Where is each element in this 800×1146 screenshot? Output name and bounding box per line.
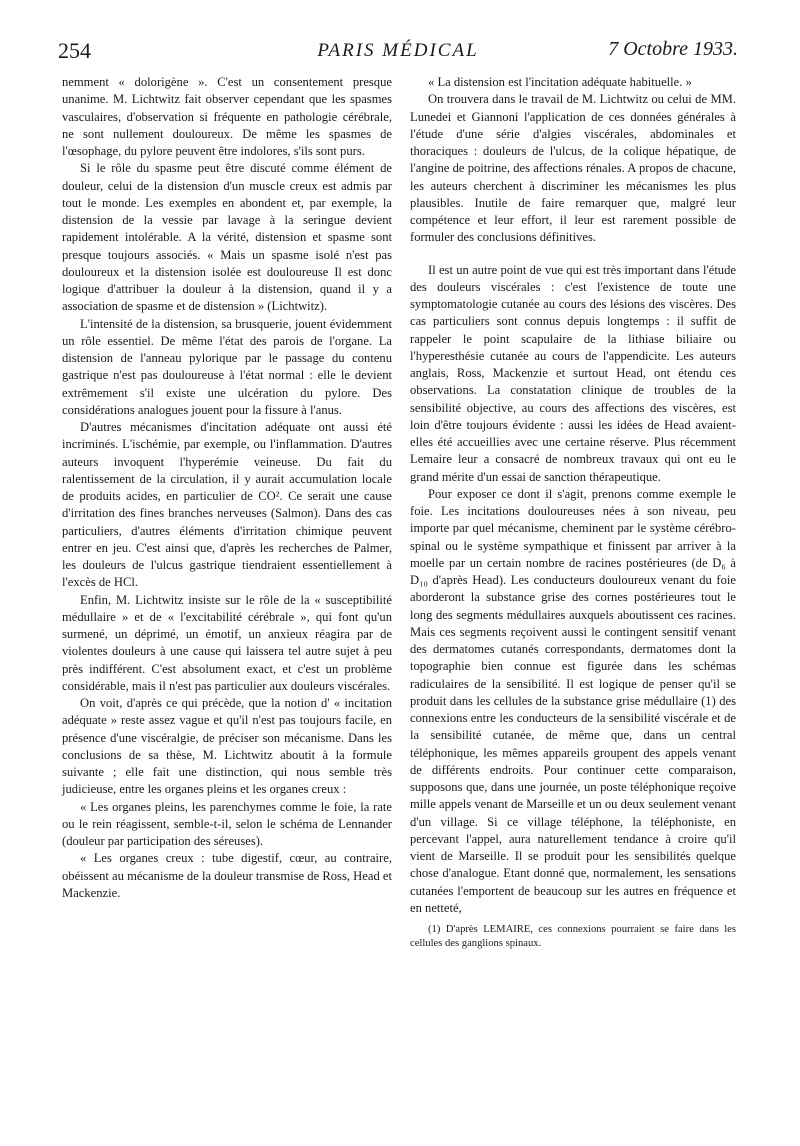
issue-date: 7 Octobre 1933. (608, 38, 738, 60)
paragraph: Pour exposer ce dont il s'agit, prenons comme exemple le foie. Les incitations douloureuses nées à son niveau, peu importe par quel mécanisme, cheminent par le système cérébro-spinal ou le système sympathique et finissent par arriver à la moelle par un certain nombre de racines postérieures (de D₆ à D₁₀ d'après Head). Les conducteurs douloureux venant du foie aborderont la substance grise des cornes postérieures tout le long des segments médullaires auxquels aboutissent ces racines. Mais ces segments reçoivent aussi le contingent sensitif venant des dermatomes cutanés correspondants, dermatomes dont la topographie bien connue est figurée dans les schémas radiculaires de la sensibilité. Il est logique de penser qu'il se produit dans les cellules de la substance grise médullaire (1) des connexions entre les conducteurs de la sensibilité viscérale et de la sensibilité cutanée, de même que, dans un central téléphonique, les mêmes appareils groupent des appels venant de différents endroits. Pour continuer cette comparaison, supposons que, dans une journée, un poste téléphonique reçoive mille appels venant de Marseille et un ou deux seulement venant d'un village. Si ce village téléphone, la téléphoniste, en percevant l'appel, aura naturellement tendance à croire qu'il vient de Marseille. Il se produit pour les sensibilités quelque chose d'analogue. Etant donné que, normalement, les sensations cutanées l'emportent de beaucoup sur les autres en fréquence et en netteté, (410, 486, 736, 915)
paragraph: Enfin, M. Lichtwitz insiste sur le rôle de la « susceptibilité médullaire » et de « l'excitabilité cérébrale », qui font qu'un surmené, un déprimé, un émotif, un anxieux réagira par de violentes douleurs à une cause qui laissera tel autre sujet à peu près indifférent. C'est absolument exact, et c'est un problème considérable, mais il n'est pas particulier aux douleurs viscérales. (62, 592, 392, 693)
paragraph: On voit, d'après ce qui précède, que la notion d' « incitation adéquate » reste assez vague et qu'il n'est pas toujours facile, en présence d'une viscéralgie, de préciser son mécanisme. Dans les conclusions de sa thèse, M. Lichtwitz aboutit à la formule suivante ; elle fait une distinction, qui nous semble très judicieuse, entre les organes pleins et les organes creux : (62, 696, 392, 797)
journal-title: PARIS MÉDICAL (317, 40, 479, 61)
quote-paragraph: « Les organes creux : tube digestif, cœur, au contraire, obéissent au mécanisme de la douleur transmise de Ross, Head et Mackenzie. (62, 851, 392, 900)
paragraph: Il est un autre point de vue qui est très important dans l'étude des douleurs viscérales : c'est l'existence de toute une symptomatologie cutanée au cours des lésions des viscères. Des cas particuliers sont connus depuis longtemps : il suffit de rappeler le point scapulaire de la lithiase biliaire ou l'hyperesthésie cutanée au cours de l'appendicite. Les auteurs anglais, Ross, Mackenzie et surtout Head, ont étendu ces observations. La constatation clinique de troubles de la sensibilité objective, au cours des affections des viscères, est loin d'être toujours évidente : aussi les idées de Head avaient-elles été accueillies avec une certaine réserve. Plus récemment Lemaire leur a consacré de nombreux travaux qui ont eu le grand mérite d'un essai de sanction thérapeutique. (410, 262, 736, 484)
page-header (58, 38, 738, 68)
paragraph: L'intensité de la distension, sa brusquerie, jouent évidemment un rôle essentiel. De même l'état des parois de l'organe. La distension de l'anneau pylorique par le passage du contenu gastrique n'est pas douloureuse à l'état normal : elle le devient extrêmement s'il existe une ulcération du pylore. Des considérations analogues jouent pour la fissure à l'anus. (62, 316, 392, 417)
left-column (62, 74, 392, 902)
footnote: (1) D'après LEMAIRE, ces connexions pourraient se faire dans les cellules des ganglions spinaux. (410, 924, 736, 949)
section-gap (410, 247, 736, 262)
paragraph: nemment « dolorigène ». C'est un consentement presque unanime. M. Lichtwitz fait observer cependant que les spasmes vasculaires, d'observation si fréquente en pathologie cérébrale, ne sont nullement douloureux. De même les spasmes de l'œsophage, du pylore peuvent être indolores, s'ils sont purs. (62, 75, 392, 158)
right-column (410, 74, 736, 951)
paragraph: On trouvera dans le travail de M. Lichtwitz ou celui de MM. Lunedei et Giannoni l'application de ces données générales à l'étude d'une série d'algies viscérales, abdominales et thoraciques : douleurs de l'ulcus, de la colique hépatique, de l'angine de poitrine, des affections rénales. A propos de chacune, les auteurs cherchent à discriminer les mécanismes les plus plausibles. Inutile de faire remarquer que, malgré leur compétence et leur effort, il leur est rarement possible de formuler des conclusions définitives. (410, 92, 736, 245)
quote-paragraph: « Les organes pleins, les parenchymes comme le foie, la rate ou le rein réagissent, semble-t-il, selon le schéma de Lennander (douleur par participation des séreuses). (62, 799, 392, 848)
quote-paragraph: « La distension est l'incitation adéquate habituelle. » (428, 75, 692, 89)
paragraph: Si le rôle du spasme peut être discuté comme élément de douleur, celui de la distension d'un muscle creux est admis par tout le monde. Les exemples en abondent et, par exemple, la distension de la vessie par lavage à la seringue devient rapidement intolérable. A la vérité, distension et spasme sont presque toujours associés. « Mais un spasme isolé n'est pas douloureux et la distension isolée est douloureuse Il est donc logique d'attribuer la douleur à la distension, quand il y a association de spasme et de distension » (Lichtwitz). (62, 161, 392, 314)
page-number: 254 (58, 38, 91, 63)
paragraph: D'autres mécanismes d'incitation adéquate ont aussi été incriminés. L'ischémie, par exemple, ou l'inflammation. D'autres auteurs invoquent l'hyperémie veineuse. Du fait du ralentissement de la circulation, il y aurait accumulation locale de produits acides, en particulier de CO². Ce serait une cause d'irritation des fines branches nerveuses (Salmon). Dans des cas particuliers, d'autres éléments d'irritation chimique peuvent entrer en jeu. C'est ainsi que, d'après les recherches de Palmer, les douleurs de l'ulcus gastrique tiendraient essentiellement à l'excès de HCl. (62, 420, 392, 590)
